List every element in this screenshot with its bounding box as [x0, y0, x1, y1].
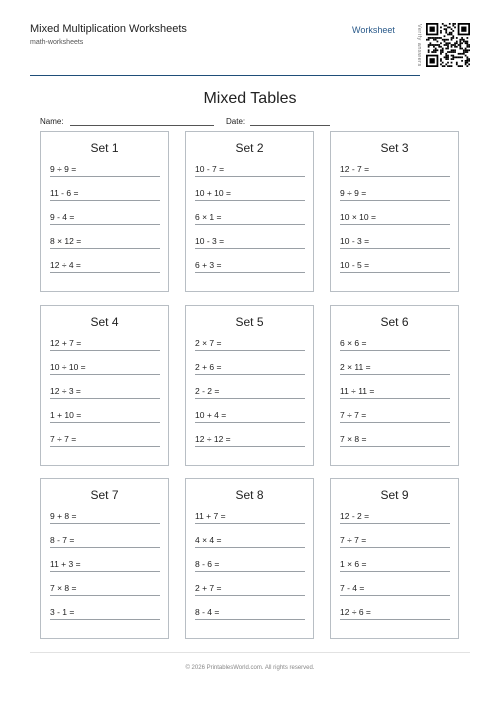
- problem-answer-line[interactable]: [50, 510, 160, 524]
- worksheet-tag: Worksheet: [352, 25, 395, 35]
- problem-text: 12 + 7 =: [50, 338, 82, 348]
- problem-text: 2 × 7 =: [195, 338, 222, 348]
- problem-set-4: [40, 305, 169, 466]
- problem-text: 12 ÷ 3 =: [50, 386, 81, 396]
- problem-text: 7 ÷ 7 =: [340, 535, 367, 545]
- problem-text: 6 × 6 =: [340, 338, 367, 348]
- name-field[interactable]: [70, 125, 214, 126]
- set-title: Set 5: [235, 315, 264, 329]
- problem-answer-line[interactable]: [340, 606, 450, 620]
- problem-answer-line[interactable]: [340, 211, 450, 225]
- problem-text: 11 ÷ 11 =: [340, 386, 375, 396]
- name-label: Name:: [40, 117, 64, 126]
- footer-divider: [30, 652, 470, 653]
- qr-code-icon: [426, 16, 470, 74]
- problem-text: 8 - 7 =: [50, 535, 75, 545]
- problem-answer-line[interactable]: [195, 385, 305, 399]
- problem-answer-line[interactable]: [50, 337, 160, 351]
- problem-answer-line[interactable]: [340, 361, 450, 375]
- problem-text: 8 - 6 =: [195, 559, 220, 569]
- problem-answer-line[interactable]: [50, 534, 160, 548]
- problem-answer-line[interactable]: [340, 409, 450, 423]
- problem-set-1: [40, 131, 169, 292]
- problem-set-6: [330, 305, 459, 466]
- problem-answer-line[interactable]: [195, 187, 305, 201]
- problem-text: 11 + 3 =: [50, 559, 81, 569]
- problem-text: 9 ÷ 9 =: [340, 188, 367, 198]
- problem-text: 10 - 5 =: [340, 260, 370, 270]
- problem-text: 12 ÷ 12 =: [195, 434, 231, 444]
- problem-set-8: [185, 478, 314, 639]
- problem-text: 9 ÷ 9 =: [50, 164, 77, 174]
- problem-answer-line[interactable]: [195, 235, 305, 249]
- set-title: Set 4: [90, 315, 119, 329]
- problem-text: 8 - 4 =: [195, 607, 220, 617]
- problem-answer-line[interactable]: [195, 558, 305, 572]
- problem-text: 12 - 2 =: [340, 511, 370, 521]
- problem-text: 7 × 8 =: [340, 434, 367, 444]
- problem-set-5: [185, 305, 314, 466]
- problem-answer-line[interactable]: [195, 409, 305, 423]
- problem-text: 12 ÷ 6 =: [340, 607, 371, 617]
- problem-text: 6 × 1 =: [195, 212, 222, 222]
- problem-answer-line[interactable]: [195, 582, 305, 596]
- problem-answer-line[interactable]: [50, 211, 160, 225]
- problem-answer-line[interactable]: [50, 433, 160, 447]
- problem-answer-line[interactable]: [340, 337, 450, 351]
- problem-answer-line[interactable]: [340, 558, 450, 572]
- problem-text: 7 - 4 =: [340, 583, 365, 593]
- set-title: Set 3: [380, 141, 409, 155]
- problem-answer-line[interactable]: [195, 361, 305, 375]
- problem-answer-line[interactable]: [50, 259, 160, 273]
- problem-text: 2 + 6 =: [195, 362, 222, 372]
- problem-text: 9 + 8 =: [50, 511, 77, 521]
- problem-text: 10 - 3 =: [195, 236, 225, 246]
- problem-text: 3 - 1 =: [50, 607, 75, 617]
- problem-answer-line[interactable]: [340, 259, 450, 273]
- problem-text: 12 ÷ 4 =: [50, 260, 81, 270]
- set-title: Set 7: [90, 488, 119, 502]
- problem-answer-line[interactable]: [195, 163, 305, 177]
- set-title: Set 8: [235, 488, 264, 502]
- problem-text: 11 - 6 =: [50, 188, 79, 198]
- problem-answer-line[interactable]: [340, 582, 450, 596]
- problem-text: 1 + 10 =: [50, 410, 82, 420]
- set-title: Set 1: [90, 141, 119, 155]
- problem-text: 2 + 7 =: [195, 583, 222, 593]
- problem-answer-line[interactable]: [340, 534, 450, 548]
- problem-answer-line[interactable]: [50, 361, 160, 375]
- date-label: Date:: [226, 117, 246, 126]
- problem-text: 10 + 10 =: [195, 188, 231, 198]
- problem-text: 4 × 4 =: [195, 535, 222, 545]
- problem-answer-line[interactable]: [195, 433, 305, 447]
- problem-text: 8 × 12 =: [50, 236, 82, 246]
- problem-answer-line[interactable]: [50, 582, 160, 596]
- problem-text: 10 - 3 =: [340, 236, 370, 246]
- problem-set-2: [185, 131, 314, 292]
- verify-answers-label: Verify answers: [416, 23, 422, 67]
- problem-answer-line[interactable]: [50, 163, 160, 177]
- problem-text: 10 × 10 =: [340, 212, 376, 222]
- problem-answer-line[interactable]: [50, 606, 160, 620]
- problem-text: 2 - 2 =: [195, 386, 220, 396]
- problem-answer-line[interactable]: [340, 187, 450, 201]
- problem-answer-line[interactable]: [340, 235, 450, 249]
- problem-answer-line[interactable]: [195, 534, 305, 548]
- page-title: Mixed Tables: [203, 90, 297, 107]
- problem-set-9: [330, 478, 459, 639]
- problem-text: 10 - 7 =: [195, 164, 225, 174]
- problem-answer-line[interactable]: [340, 433, 450, 447]
- problem-answer-line[interactable]: [195, 259, 305, 273]
- problem-answer-line[interactable]: [50, 558, 160, 572]
- site-subtitle: math-worksheets: [30, 39, 84, 46]
- problem-answer-line[interactable]: [50, 385, 160, 399]
- set-title: Set 9: [380, 488, 409, 502]
- site-title: Mixed Multiplication Worksheets: [30, 23, 187, 35]
- problem-answer-line[interactable]: [340, 510, 450, 524]
- problem-text: 10 + 4 =: [195, 410, 227, 420]
- problem-text: 6 + 3 =: [195, 260, 222, 270]
- problem-answer-line[interactable]: [50, 235, 160, 249]
- problem-answer-line[interactable]: [195, 337, 305, 351]
- set-title: Set 2: [235, 141, 264, 155]
- problem-set-3: [330, 131, 459, 292]
- problem-text: 7 ÷ 7 =: [340, 410, 367, 420]
- problem-answer-line[interactable]: [340, 385, 450, 399]
- problem-text: 7 × 8 =: [50, 583, 77, 593]
- problem-text: 1 × 6 =: [340, 559, 367, 569]
- problem-text: 7 ÷ 7 =: [50, 434, 77, 444]
- problem-answer-line[interactable]: [50, 187, 160, 201]
- problem-text: 12 - 7 =: [340, 164, 370, 174]
- problem-answer-line[interactable]: [340, 163, 450, 177]
- problem-set-7: [40, 478, 169, 639]
- problem-answer-line[interactable]: [195, 211, 305, 225]
- copyright-footer: © 2026 PrintablesWorld.com. All rights reserved.: [185, 665, 315, 671]
- problem-text: 9 - 4 =: [50, 212, 75, 222]
- problem-text: 2 × 11 =: [340, 362, 371, 372]
- set-title: Set 6: [380, 315, 409, 329]
- problem-text: 10 ÷ 10 =: [50, 362, 86, 372]
- problem-answer-line[interactable]: [195, 510, 305, 524]
- header-divider: [30, 75, 420, 76]
- problem-answer-line[interactable]: [50, 409, 160, 423]
- problem-text: 11 + 7 =: [195, 511, 226, 521]
- problem-answer-line[interactable]: [195, 606, 305, 620]
- date-field[interactable]: [250, 125, 330, 126]
